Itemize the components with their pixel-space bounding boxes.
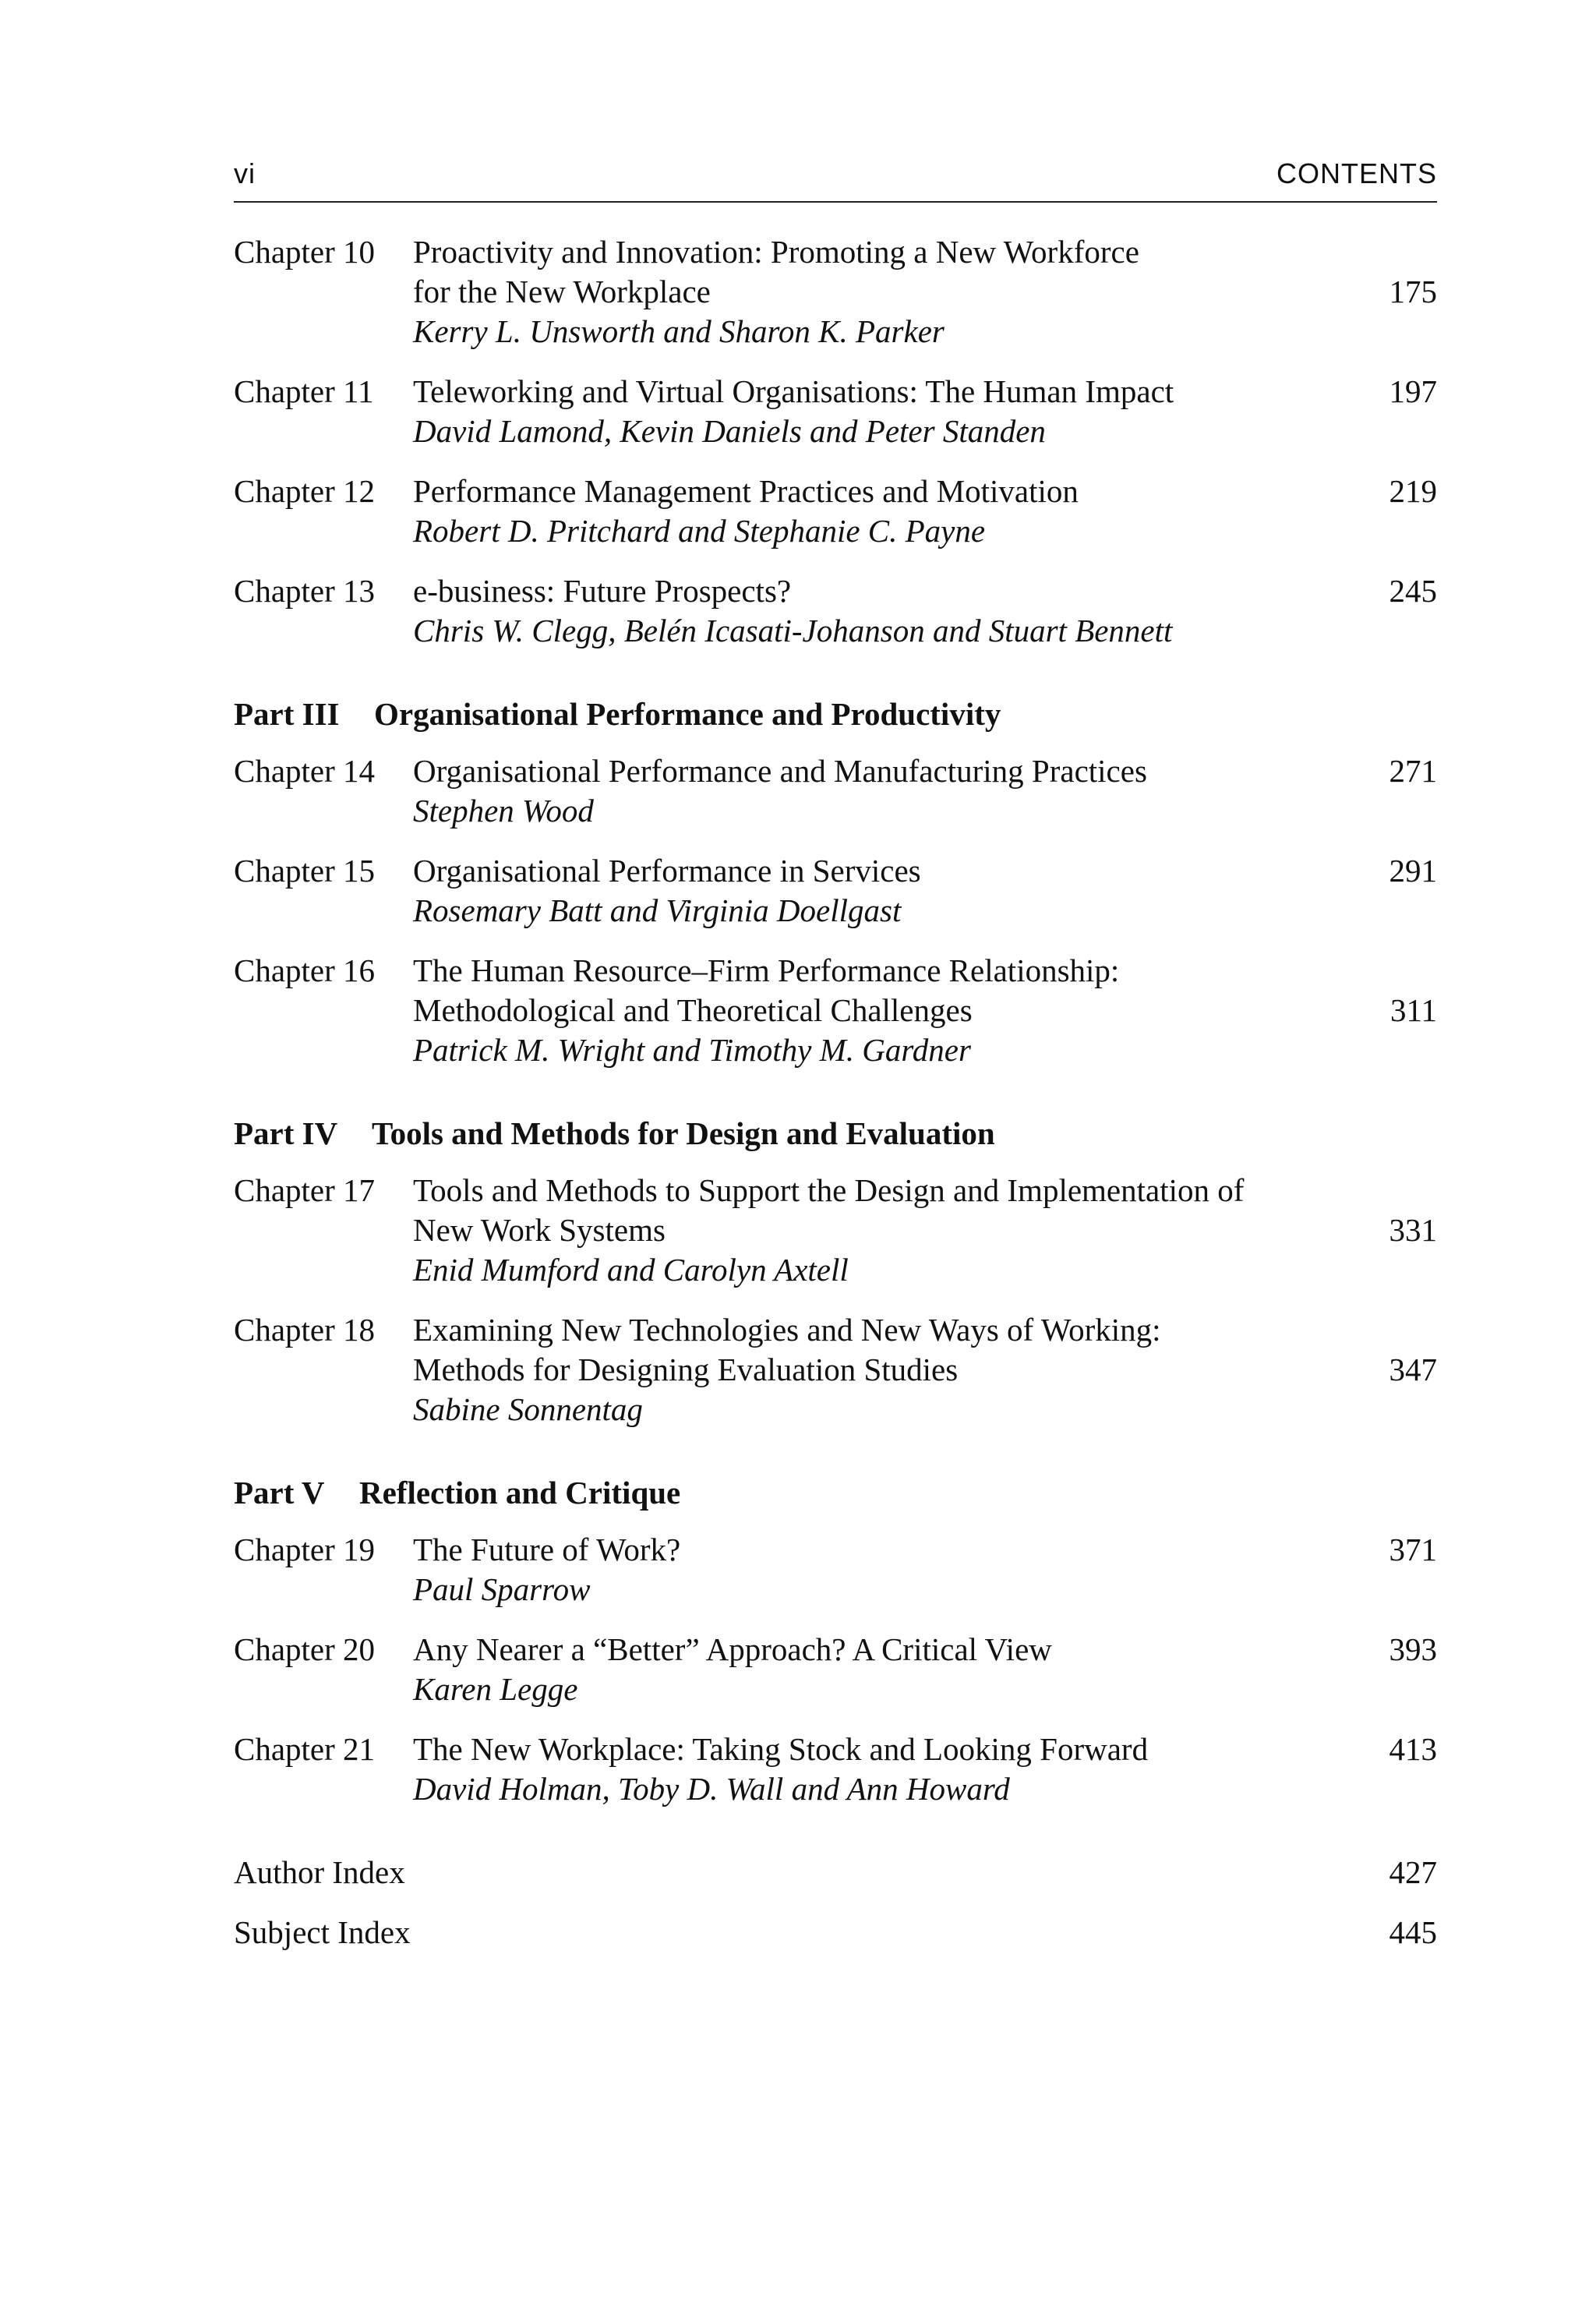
chapter-title-line: Tools and Methods to Support the Design and Implementation of	[413, 1172, 1245, 1208]
page-number: 311	[1390, 992, 1437, 1028]
chapter-title-line: e-business: Future Prospects?	[413, 573, 792, 609]
chapter-number: Chapter 19	[234, 1532, 376, 1567]
chapter-authors: Patrick M. Wright and Timothy M. Gardner	[413, 1032, 971, 1068]
chapter-authors: David Holman, Toby D. Wall and Ann Howard	[413, 1771, 1010, 1807]
chapter-title-line: The Human Resource–Firm Performance Relationship:	[413, 952, 1120, 988]
chapter-details	[413, 372, 1312, 451]
toc-entry	[234, 1530, 1437, 1610]
chapter-number: Chapter 14	[234, 753, 376, 789]
chapter-title-line: Any Nearer a “Better” Approach? A Critical View	[413, 1631, 1052, 1667]
chapter-number: Chapter 18	[234, 1312, 376, 1348]
toc-entry	[234, 1730, 1437, 1809]
chapter-title-line: Examining New Technologies and New Ways of Working:	[413, 1312, 1161, 1348]
book-page	[234, 0, 1437, 2318]
page-number: 291	[1389, 853, 1437, 889]
part-heading	[234, 1114, 1437, 1154]
chapter-details	[413, 232, 1312, 352]
page-number: 197	[1389, 373, 1437, 409]
chapter-title-line: Methodological and Theoretical Challenges	[413, 992, 973, 1028]
chapter-number: Chapter 11	[234, 373, 374, 409]
part-title: Organisational Performance and Productivity	[374, 696, 1001, 732]
chapter-title-line: Performance Management Practices and Motivation	[413, 473, 1079, 509]
toc-entry	[234, 951, 1437, 1070]
chapter-title-line: Methods for Designing Evaluation Studies	[413, 1352, 959, 1387]
chapter-details	[413, 1530, 1312, 1610]
chapter-authors: Rosemary Batt and Virginia Doellgast	[413, 892, 902, 928]
index-entry	[234, 1913, 1437, 1952]
chapter-title-line: Organisational Performance and Manufacturing Practices	[413, 753, 1147, 789]
chapter-details	[413, 851, 1312, 931]
page-number: 413	[1389, 1731, 1437, 1767]
chapter-title-line: Teleworking and Virtual Organisations: The Human Impact	[413, 373, 1174, 409]
page-number: 219	[1389, 473, 1437, 509]
chapter-details	[413, 751, 1312, 831]
chapter-details	[413, 571, 1312, 651]
toc-entry	[234, 751, 1437, 831]
part-label: Part V	[234, 1475, 325, 1511]
chapter-authors: Sabine Sonnentag	[413, 1391, 643, 1427]
toc-entry	[234, 571, 1437, 651]
index-entry	[234, 1853, 1437, 1892]
page-number: 245	[1389, 573, 1437, 609]
part-heading	[234, 1473, 1437, 1513]
chapter-number: Chapter 16	[234, 952, 376, 988]
chapter-authors: Paul Sparrow	[413, 1571, 591, 1607]
page-number: 427	[1389, 1854, 1437, 1890]
toc-entry	[234, 1171, 1437, 1290]
page-number: 331	[1389, 1212, 1437, 1248]
chapter-authors: Chris W. Clegg, Belén Icasati-Johanson and Stuart Bennett	[413, 613, 1173, 648]
chapter-details	[413, 1171, 1312, 1290]
part-heading	[234, 694, 1437, 734]
page-number: 393	[1389, 1631, 1437, 1667]
chapter-authors: Karen Legge	[413, 1671, 578, 1707]
part-title: Tools and Methods for Design and Evaluation	[372, 1115, 995, 1151]
chapter-title-line: for the New Workplace	[413, 274, 711, 309]
chapter-title-line: The New Workplace: Taking Stock and Looking Forward	[413, 1731, 1149, 1767]
chapter-number: Chapter 15	[234, 853, 376, 889]
toc-entry	[234, 1630, 1437, 1709]
chapter-authors: Kerry L. Unsworth and Sharon K. Parker	[413, 313, 945, 349]
chapter-number: Chapter 10	[234, 234, 376, 270]
toc-entry	[234, 1310, 1437, 1429]
chapter-number: Chapter 13	[234, 573, 376, 609]
chapter-details	[413, 1310, 1312, 1429]
toc-entry	[234, 472, 1437, 551]
index-list	[234, 1853, 1437, 1952]
chapter-authors: Enid Mumford and Carolyn Axtell	[413, 1252, 849, 1288]
page-number: 175	[1389, 274, 1437, 309]
part-label: Part III	[234, 696, 340, 732]
page-number: 271	[1389, 753, 1437, 789]
chapter-title-line: Proactivity and Innovation: Promoting a New Workforce	[413, 234, 1139, 270]
running-head	[234, 154, 1437, 203]
index-label: Author Index	[234, 1854, 405, 1890]
chapter-number: Chapter 21	[234, 1731, 376, 1767]
chapter-number: Chapter 17	[234, 1172, 376, 1208]
page-number: 371	[1389, 1532, 1437, 1567]
chapter-title-line: The Future of Work?	[413, 1532, 681, 1567]
page-number: 347	[1389, 1352, 1437, 1387]
index-label: Subject Index	[234, 1914, 411, 1950]
chapter-title-line: Organisational Performance in Services	[413, 853, 921, 889]
chapter-number: Chapter 12	[234, 473, 376, 509]
chapter-number: Chapter 20	[234, 1631, 376, 1667]
chapter-details	[413, 472, 1312, 551]
chapter-authors: David Lamond, Kevin Daniels and Peter Standen	[413, 413, 1046, 449]
chapter-title-line: New Work Systems	[413, 1212, 666, 1248]
page-number: 445	[1389, 1914, 1437, 1950]
toc-entry	[234, 232, 1437, 352]
toc-entry	[234, 372, 1437, 451]
chapter-authors: Stephen Wood	[413, 793, 594, 829]
table-of-contents	[234, 232, 1437, 1973]
part-label: Part IV	[234, 1115, 338, 1151]
chapter-details	[413, 951, 1312, 1070]
chapter-details	[413, 1730, 1312, 1809]
page-number: vi	[234, 157, 256, 189]
part-title: Reflection and Critique	[359, 1475, 681, 1511]
toc-entry	[234, 851, 1437, 931]
running-title: CONTENTS	[1276, 157, 1437, 189]
chapter-details	[413, 1630, 1312, 1709]
chapter-authors: Robert D. Pritchard and Stephanie C. Payne	[413, 513, 986, 549]
